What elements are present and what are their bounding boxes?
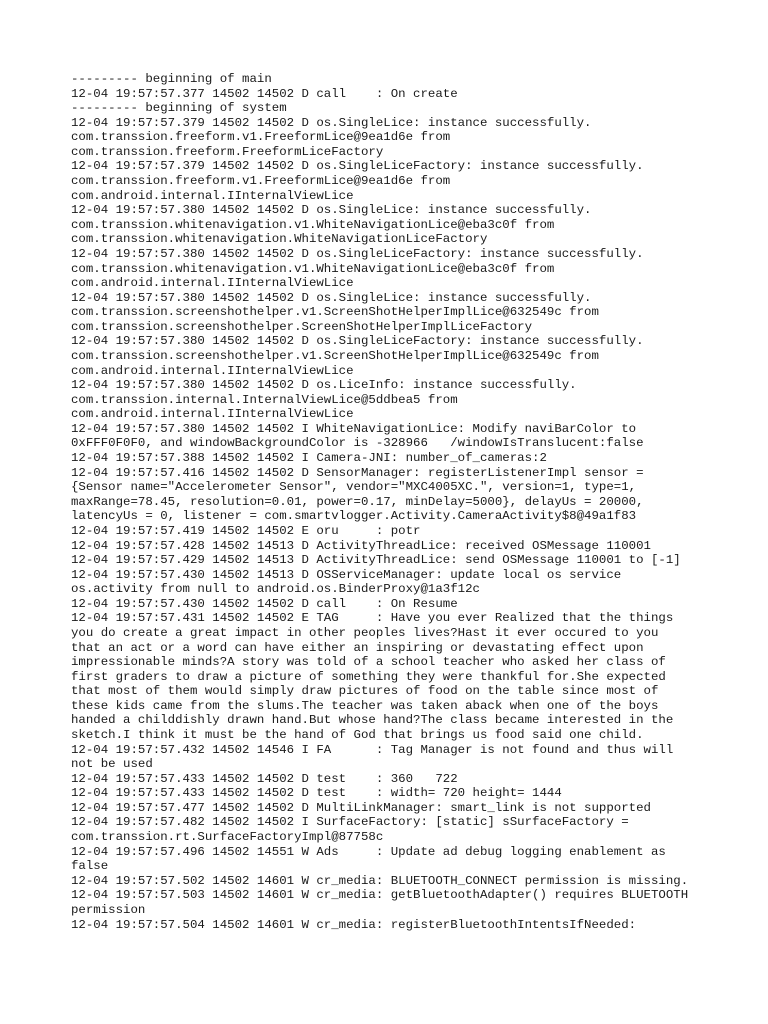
log-line: 12-04 19:57:57.377 14502 14502 D call : On create — [71, 86, 458, 101]
log-line: 12-04 19:57:57.496 14502 14551 W Ads : Update ad debug logging enablement as — [71, 844, 666, 859]
log-line: handed a childdishly drawn hand.But whose hand?The class became interested in the — [71, 713, 674, 728]
log-line: com.transsion.screenshothelper.ScreenShotHelperImplLiceFactory — [71, 319, 533, 334]
log-line: that most of them would simply draw pictures of food on the table since most of — [71, 684, 659, 699]
log-line: 12-04 19:57:57.430 14502 14513 D OSServiceManager: update local os service — [71, 567, 622, 582]
log-line: 12-04 19:57:57.503 14502 14601 W cr_media: getBluetoothAdapter() requires BLUETOOTH — [71, 888, 689, 903]
log-line: 12-04 19:57:57.428 14502 14513 D ActivityThreadLice: received OSMessage 110001 — [71, 538, 651, 553]
log-line: com.transsion.freeform.v1.FreeformLice@9ea1d6e from — [71, 174, 451, 189]
log-line: 12-04 19:57:57.477 14502 14502 D MultiLinkManager: smart_link is not supported — [71, 800, 651, 815]
log-line: 12-04 19:57:57.431 14502 14502 E TAG : Have you ever Realized that the things — [71, 611, 674, 626]
log-line: 12-04 19:57:57.388 14502 14502 I Camera-JNI: number_of_cameras:2 — [71, 451, 547, 466]
log-line: 12-04 19:57:57.504 14502 14601 W cr_media: registerBluetoothIntentsIfNeeded: — [71, 917, 637, 932]
log-line: 12-04 19:57:57.502 14502 14601 W cr_media: BLUETOOTH_CONNECT permission is missing. — [71, 873, 689, 888]
log-line: 12-04 19:57:57.432 14502 14546 I FA : Tag Manager is not found and thus will — [71, 742, 674, 757]
log-line: --------- beginning of system — [71, 101, 287, 116]
log-line: os.activity from null to android.os.BinderProxy@1a3f12c — [71, 582, 480, 597]
log-output — [71, 72, 761, 932]
log-line: 12-04 19:57:57.380 14502 14502 D os.LiceInfo: instance successfully. — [71, 378, 577, 393]
log-line: com.transsion.whitenavigation.v1.WhiteNavigationLice@eba3c0f from — [71, 261, 555, 276]
log-line: {Sensor name="Accelerometer Sensor", vendor="MXC4005XC.", version=1, type=1, — [71, 480, 637, 495]
log-line: 12-04 19:57:57.430 14502 14502 D call : On Resume — [71, 596, 458, 611]
log-line: 12-04 19:57:57.379 14502 14502 D os.SingleLice: instance successfully. — [71, 115, 592, 130]
log-line: these kids came from the slums.The teacher was taken aback when one of the boys — [71, 698, 659, 713]
log-line: latencyUs = 0, listener = com.smartvlogger.Activity.CameraActivity$8@49a1f83 — [71, 509, 637, 524]
log-line: com.android.internal.IInternalViewLice — [71, 188, 354, 203]
log-line: 0xFFF0F0F0, and windowBackgroundColor is -328966 /windowIsTranslucent:false — [71, 436, 644, 451]
log-line: that an act or a word can have either an inspiring or devastating effect upon — [71, 640, 644, 655]
log-line: com.transsion.whitenavigation.v1.WhiteNavigationLice@eba3c0f from — [71, 217, 555, 232]
log-line: you do create a great impact in other peoples lives?Hast it ever occured to you — [71, 625, 659, 640]
log-line: impressionable minds?A story was told of a school teacher who asked her class of — [71, 655, 666, 670]
log-line: com.transsion.freeform.v1.FreeformLice@9ea1d6e from — [71, 130, 451, 145]
log-line: 12-04 19:57:57.433 14502 14502 D test : width= 720 height= 1444 — [71, 786, 562, 801]
log-line: 12-04 19:57:57.379 14502 14502 D os.SingleLiceFactory: instance successfully. — [71, 159, 644, 174]
log-line: 12-04 19:57:57.380 14502 14502 D os.SingleLiceFactory: instance successfully. — [71, 246, 644, 261]
log-line: com.transsion.screenshothelper.v1.ScreenShotHelperImplLice@632549c from — [71, 348, 599, 363]
log-line: 12-04 19:57:57.416 14502 14502 D SensorManager: registerListenerImpl sensor = — [71, 465, 644, 480]
log-line: 12-04 19:57:57.380 14502 14502 D os.SingleLice: instance successfully. — [71, 203, 592, 218]
log-line: false — [71, 859, 109, 874]
log-line: com.transsion.internal.InternalViewLice@5ddbea5 from — [71, 392, 458, 407]
log-line: 12-04 19:57:57.433 14502 14502 D test : 360 722 — [71, 771, 458, 786]
log-line: com.transsion.screenshothelper.v1.ScreenShotHelperImplLice@632549c from — [71, 305, 599, 320]
log-line: com.transsion.whitenavigation.WhiteNavigationLiceFactory — [71, 232, 488, 247]
log-line: 12-04 19:57:57.380 14502 14502 I WhiteNavigationLice: Modify naviBarColor to — [71, 421, 637, 436]
log-line: 12-04 19:57:57.380 14502 14502 D os.SingleLice: instance successfully. — [71, 290, 592, 305]
log-line: com.android.internal.IInternalViewLice — [71, 276, 354, 291]
log-line: 12-04 19:57:57.419 14502 14502 E oru : potr — [71, 523, 421, 538]
log-line: --------- beginning of main — [71, 72, 272, 86]
log-line: not be used — [71, 757, 153, 772]
log-line: com.transsion.freeform.FreeformLiceFactory — [71, 144, 384, 159]
log-line: com.transsion.rt.SurfaceFactoryImpl@87758c — [71, 830, 384, 845]
log-line: com.android.internal.IInternalViewLice — [71, 407, 354, 422]
log-line: com.android.internal.IInternalViewLice — [71, 363, 354, 378]
log-line: 12-04 19:57:57.429 14502 14513 D ActivityThreadLice: send OSMessage 110001 to [-1] — [71, 553, 681, 568]
log-line: permission — [71, 902, 146, 917]
log-line: sketch.I think it must be the hand of God that brings us food said one child. — [71, 728, 644, 743]
log-line: maxRange=78.45, resolution=0.01, power=0.17, minDelay=5000}, delayUs = 20000, — [71, 494, 644, 509]
log-line: first graders to draw a picture of something they were thankful for.She expected — [71, 669, 666, 684]
log-line: 12-04 19:57:57.380 14502 14502 D os.SingleLiceFactory: instance successfully. — [71, 334, 644, 349]
log-line: 12-04 19:57:57.482 14502 14502 I SurfaceFactory: [static] sSurfaceFactory = — [71, 815, 629, 830]
